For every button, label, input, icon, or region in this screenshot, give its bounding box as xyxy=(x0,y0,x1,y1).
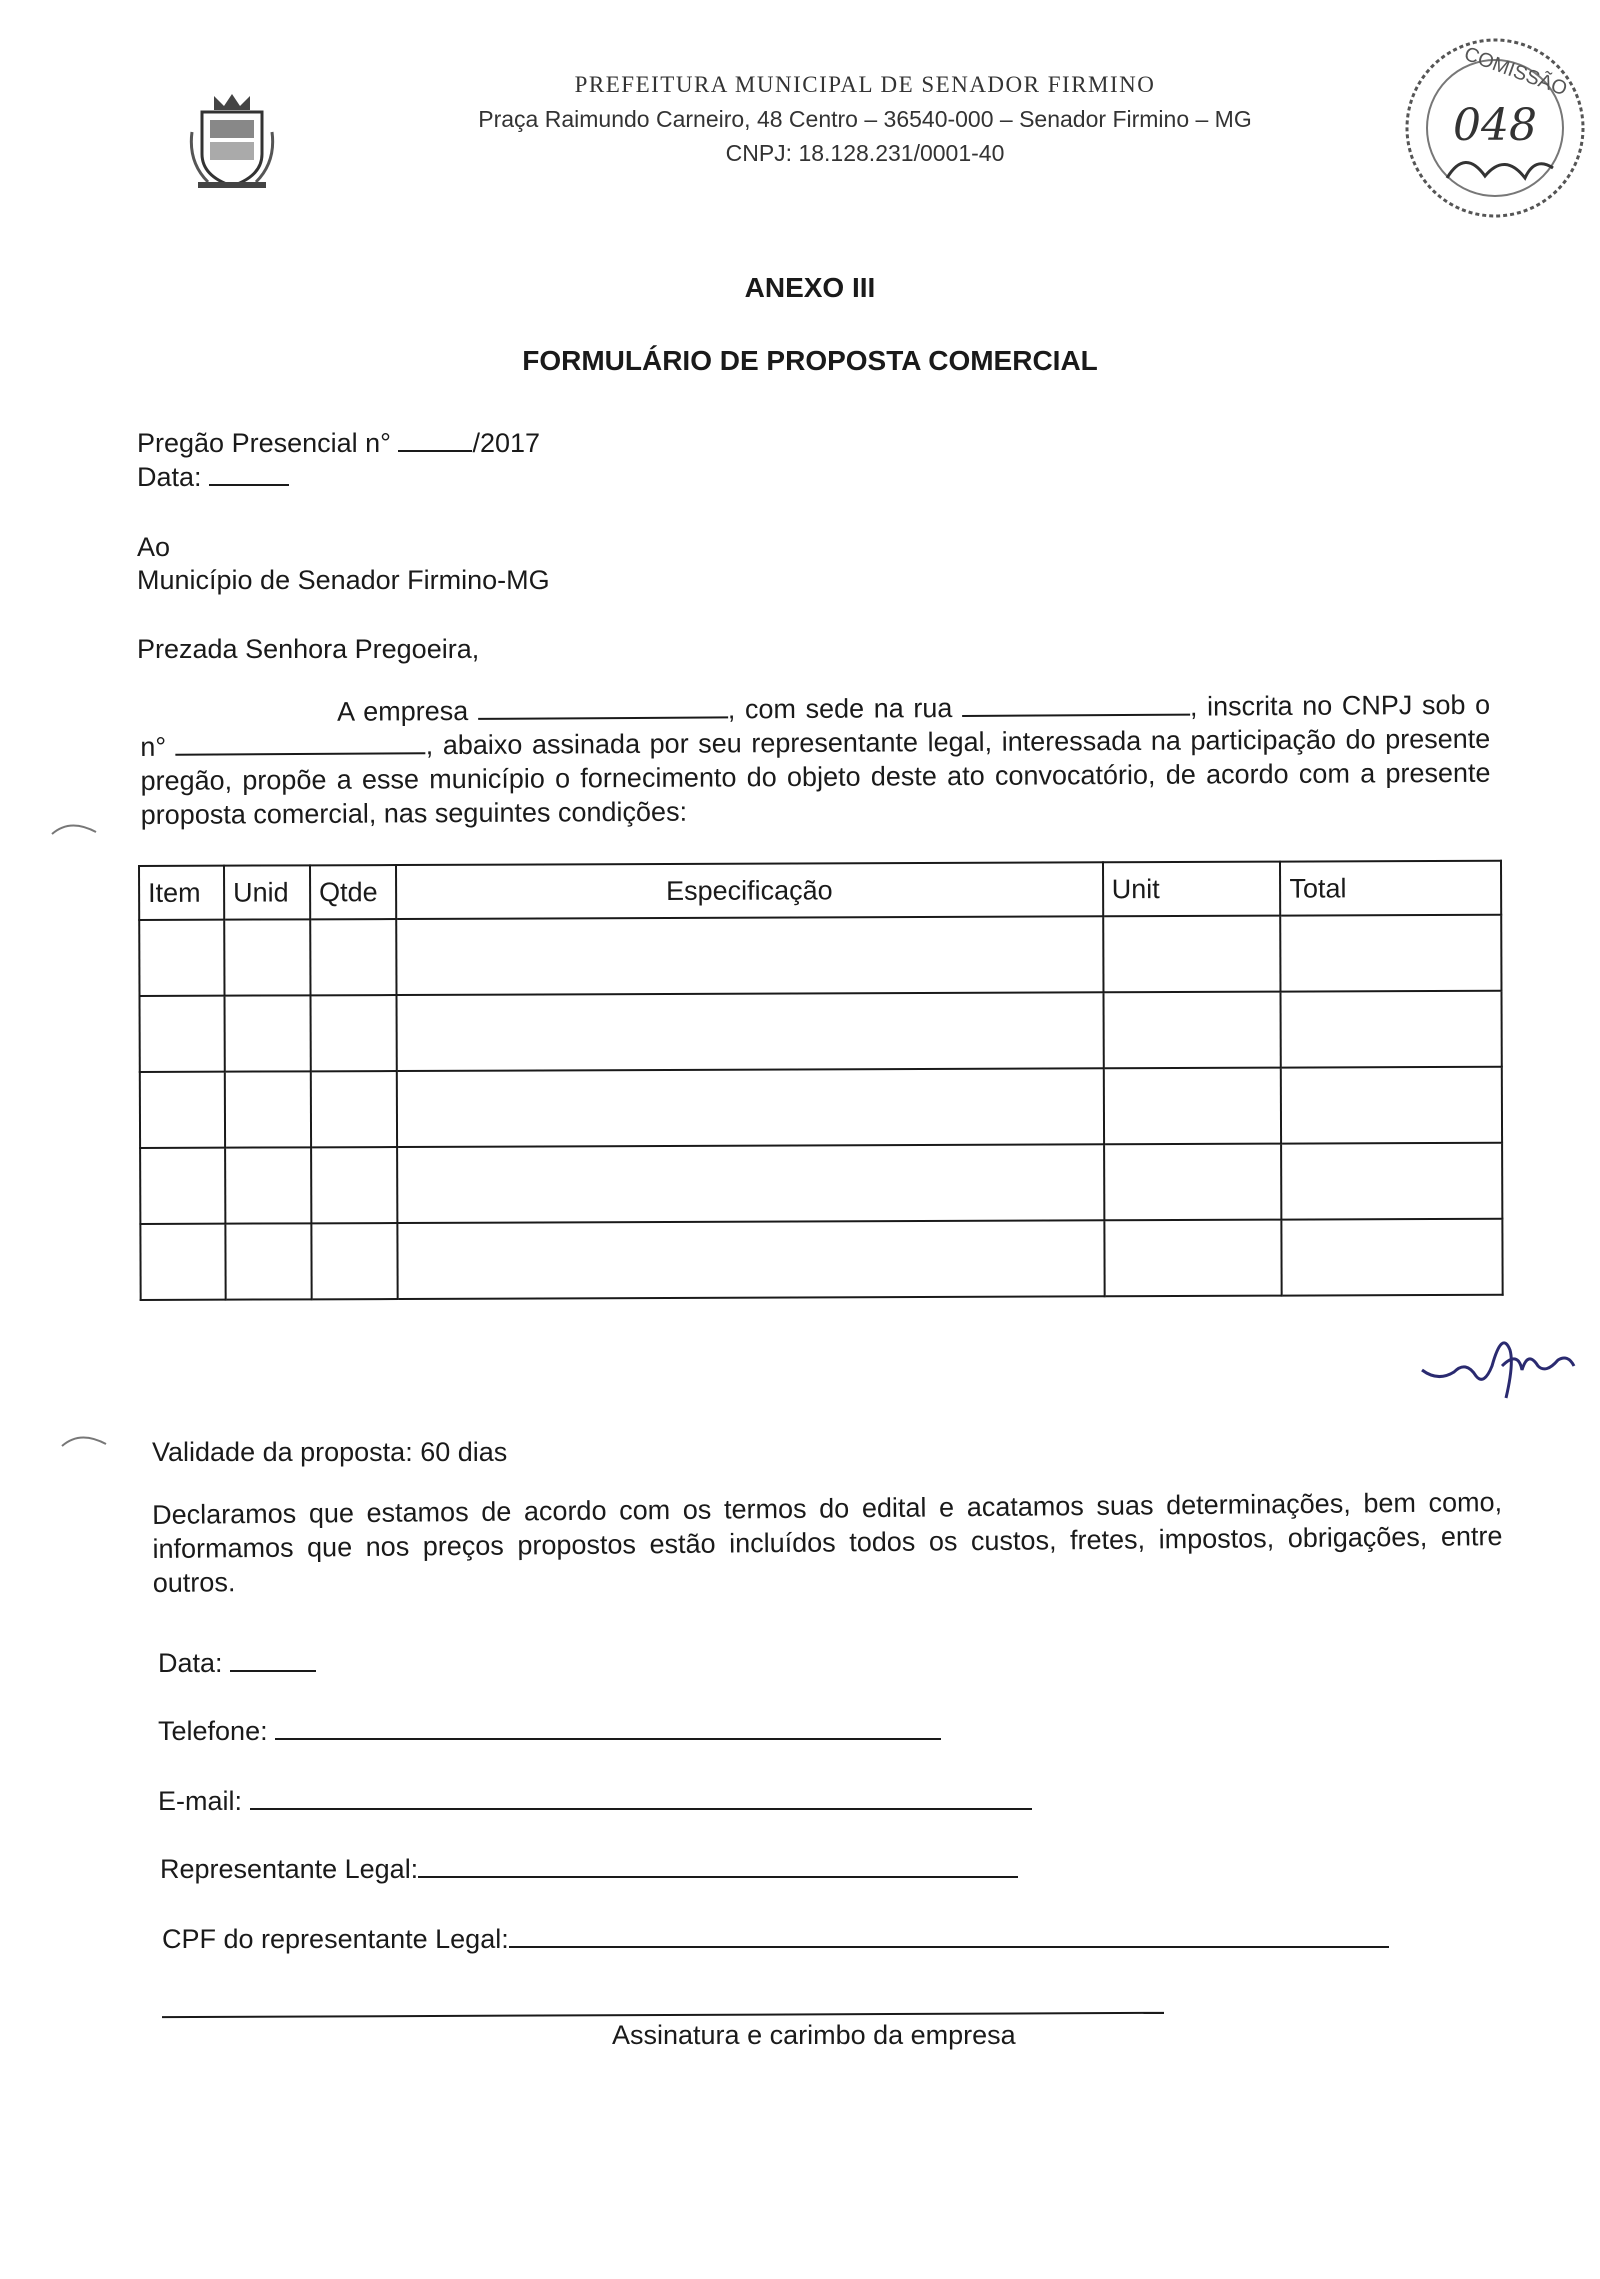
signature-label: Assinatura e carimbo da empresa xyxy=(612,2020,1016,2050)
col-unid: Unid xyxy=(224,865,310,919)
para-cnpj-label: , inscrita no CNPJ sob o n° xyxy=(140,689,1491,762)
table-cell xyxy=(1103,916,1281,993)
recipient-name: Município de Senador Firmino-MG xyxy=(137,565,550,595)
col-item: Item xyxy=(139,866,224,920)
table-cell xyxy=(140,1148,225,1224)
table-cell xyxy=(311,1223,397,1299)
table-cell xyxy=(1103,992,1281,1069)
annex-title: ANEXO III xyxy=(744,272,876,303)
cnpj-blank xyxy=(176,730,426,756)
table-cell xyxy=(1281,991,1502,1068)
stamp-number: 048 xyxy=(1453,100,1537,151)
table-cell xyxy=(224,995,310,1071)
field-email-label: E-mail: xyxy=(158,1786,243,1816)
table-row xyxy=(139,915,1501,996)
table-cell xyxy=(1281,1067,1502,1144)
table-cell xyxy=(397,1220,1104,1299)
org-cnpj: CNPJ: 18.128.231/0001-40 xyxy=(725,140,1005,166)
table-cell xyxy=(1104,1220,1282,1297)
table-cell xyxy=(1282,1219,1503,1296)
table-cell xyxy=(310,919,396,995)
company-blank xyxy=(478,694,728,720)
table-cell xyxy=(224,919,310,995)
margin-mark xyxy=(50,818,100,838)
field-telefone xyxy=(158,1716,941,1747)
validity: Validade da proposta: 60 dias xyxy=(152,1437,508,1467)
field-telefone-blank xyxy=(275,1716,941,1740)
para-address-label: , com sede na rua xyxy=(727,693,953,725)
signature-line xyxy=(162,2012,1164,2018)
org-name: PREFEITURA MUNICIPAL DE SENADOR FIRMINO xyxy=(574,72,1156,97)
street-blank xyxy=(962,692,1190,717)
field-representante xyxy=(160,1854,1018,1885)
para-company-label: A empresa xyxy=(337,695,469,727)
field-representante-label: Representante Legal: xyxy=(160,1854,419,1884)
date-label: Data: xyxy=(137,462,202,492)
margin-mark xyxy=(60,1430,110,1450)
table-cell xyxy=(311,1071,397,1147)
table-cell xyxy=(140,996,225,1072)
pregao-suffix: /2017 xyxy=(472,428,541,458)
field-email-blank xyxy=(250,1786,1032,1810)
field-cpf xyxy=(162,1924,1389,1955)
field-data-label: Data: xyxy=(158,1648,223,1678)
table-cell xyxy=(140,1224,225,1300)
table-cell xyxy=(397,1068,1104,1147)
stamp-text: COMISSÃO xyxy=(1461,42,1570,101)
col-qtde: Qtde xyxy=(310,865,396,919)
table-cell xyxy=(225,1147,311,1223)
commission-stamp xyxy=(1395,28,1595,228)
field-cpf-label: CPF do representante Legal: xyxy=(162,1924,509,1954)
field-email xyxy=(158,1786,1032,1817)
form-title: FORMULÁRIO DE PROPOSTA COMERCIAL xyxy=(522,345,1098,376)
items-table xyxy=(138,860,1504,1301)
table-cell xyxy=(396,916,1103,995)
table-cell xyxy=(1281,1143,1502,1220)
col-unit: Unit xyxy=(1103,862,1281,917)
table-row xyxy=(140,1067,1502,1148)
table-cell xyxy=(1103,1068,1281,1145)
table-cell xyxy=(311,1147,397,1223)
table-cell xyxy=(225,1071,311,1147)
field-representante-blank xyxy=(418,1854,1018,1878)
declaration: Declaramos que estamos de acordo com os termos do edital e acatamos suas determinações, bem como, informamos que nos preços propostos estão incluídos todos os custos, fretes, impostos, obrigações, entre outros. xyxy=(152,1487,1503,1598)
field-data xyxy=(158,1648,316,1679)
table-cell xyxy=(310,995,396,1071)
handwritten-signature xyxy=(1418,1320,1578,1400)
salutation: Prezada Senhora Pregoeira, xyxy=(137,634,480,664)
col-total: Total xyxy=(1280,861,1501,916)
table-cell xyxy=(1281,915,1502,992)
table-cell xyxy=(396,992,1103,1071)
org-address: Praça Raimundo Carneiro, 48 Centro – 36540-000 – Senador Firmino – MG xyxy=(478,106,1252,132)
field-data-blank xyxy=(230,1648,316,1672)
field-cpf-blank xyxy=(509,1924,1389,1948)
table-row xyxy=(140,991,1502,1072)
table-cell xyxy=(397,1144,1104,1223)
date-line xyxy=(137,460,289,494)
table-cell xyxy=(225,1223,311,1299)
table-cell xyxy=(139,920,224,996)
pregao-line xyxy=(137,426,540,460)
field-telefone-label: Telefone: xyxy=(158,1716,268,1746)
table-cell xyxy=(1104,1144,1282,1221)
date-blank xyxy=(209,462,289,486)
para-body: , abaixo assinada por seu representante legal, interessada na participação do presente pregão, propõe a esse município o fornecimento do objeto deste ato convocatório, de acordo com a presente proposta comercial, nas seguintes condições: xyxy=(140,723,1491,830)
proposal-paragraph xyxy=(140,688,1491,832)
pregao-number-blank xyxy=(398,428,472,452)
table-row xyxy=(140,1219,1502,1300)
recipient-to: Ao xyxy=(137,532,171,562)
col-especificacao: Especificação xyxy=(396,862,1103,919)
pregao-prefix: Pregão Presencial n° xyxy=(137,428,391,458)
table-cell xyxy=(140,1072,225,1148)
table-row xyxy=(140,1143,1502,1224)
